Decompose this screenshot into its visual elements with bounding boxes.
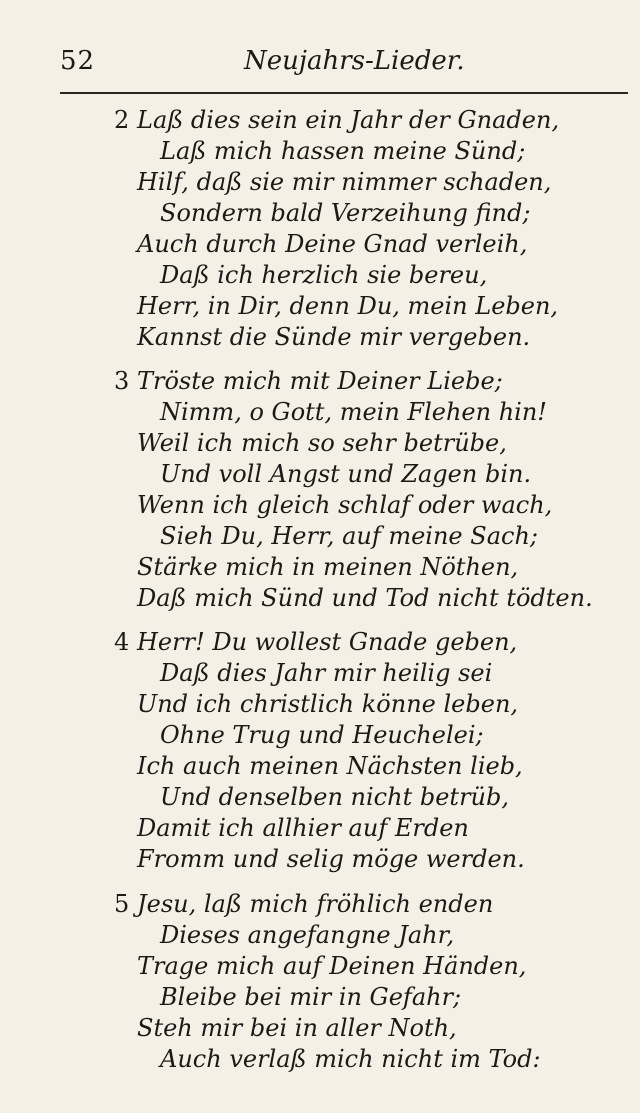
stanza-number: 4 (114, 628, 130, 656)
header-rule (60, 92, 628, 94)
verse-line: Auch durch Deine Gnad verleih, (137, 230, 528, 258)
verse-line: Herr! Du wollest Gnade geben, (137, 628, 518, 656)
verse-line: Tröste mich mit Deiner Liebe; (137, 367, 503, 395)
verse-line: Daß dies Jahr mir heilig sei (160, 659, 493, 687)
stanza-number: 2 (114, 106, 130, 134)
verse-line: Daß mich Sünd und Tod nicht tödten. (137, 584, 593, 612)
verse-line: Und voll Angst und Zagen bin. (160, 460, 532, 488)
verse-line: Ohne Trug und Heuchelei; (160, 721, 484, 749)
verse-line: Dieses angefangne Jahr, (160, 921, 455, 949)
verse-line: Und denselben nicht betrüb, (160, 783, 509, 811)
verse-line: Kannst die Sünde mir vergeben. (137, 323, 531, 351)
verse-line: Herr, in Dir, denn Du, mein Leben, (137, 292, 559, 320)
verse-line: Stärke mich in meinen Nöthen, (137, 553, 519, 581)
verse-line: Sieh Du, Herr, auf meine Sach; (160, 522, 538, 550)
verse-line: Und ich christlich könne leben, (137, 690, 519, 718)
stanza-number: 3 (114, 367, 130, 395)
verse-line: Weil ich mich so sehr betrübe, (137, 429, 507, 457)
stanza-number: 5 (114, 890, 130, 918)
verse-line: Fromm und selig möge werden. (137, 845, 525, 873)
verse-line: Ich auch meinen Nächsten lieb, (137, 752, 523, 780)
page-number: 52 (60, 46, 96, 76)
page-header (0, 0, 640, 95)
running-title: Neujahrs-Lieder. (244, 46, 465, 76)
verse-line: Damit ich allhier auf Erden (137, 814, 469, 842)
verse-line: Jesu, laß mich fröhlich enden (137, 890, 494, 918)
verse-line: Auch verlaß mich nicht im Tod: (160, 1045, 541, 1073)
verse-line: Nimm, o Gott, mein Flehen hin! (160, 398, 547, 426)
verse-line: Bleibe bei mir in Gefahr; (160, 983, 462, 1011)
verse-line: Laß dies sein ein Jahr der Gnaden, (137, 106, 560, 134)
verse-line: Steh mir bei in aller Noth, (137, 1014, 457, 1042)
verse-line: Wenn ich gleich schlaf oder wach, (137, 491, 553, 519)
verse-line: Sondern bald Verzeihung find; (160, 199, 531, 227)
verse-line: Daß ich herzlich sie bereu, (160, 261, 488, 289)
verse-line: Laß mich hassen meine Sünd; (160, 137, 526, 165)
verse-line: Trage mich auf Deinen Händen, (137, 952, 527, 980)
verse-line: Hilf, daß sie mir nimmer schaden, (137, 168, 552, 196)
